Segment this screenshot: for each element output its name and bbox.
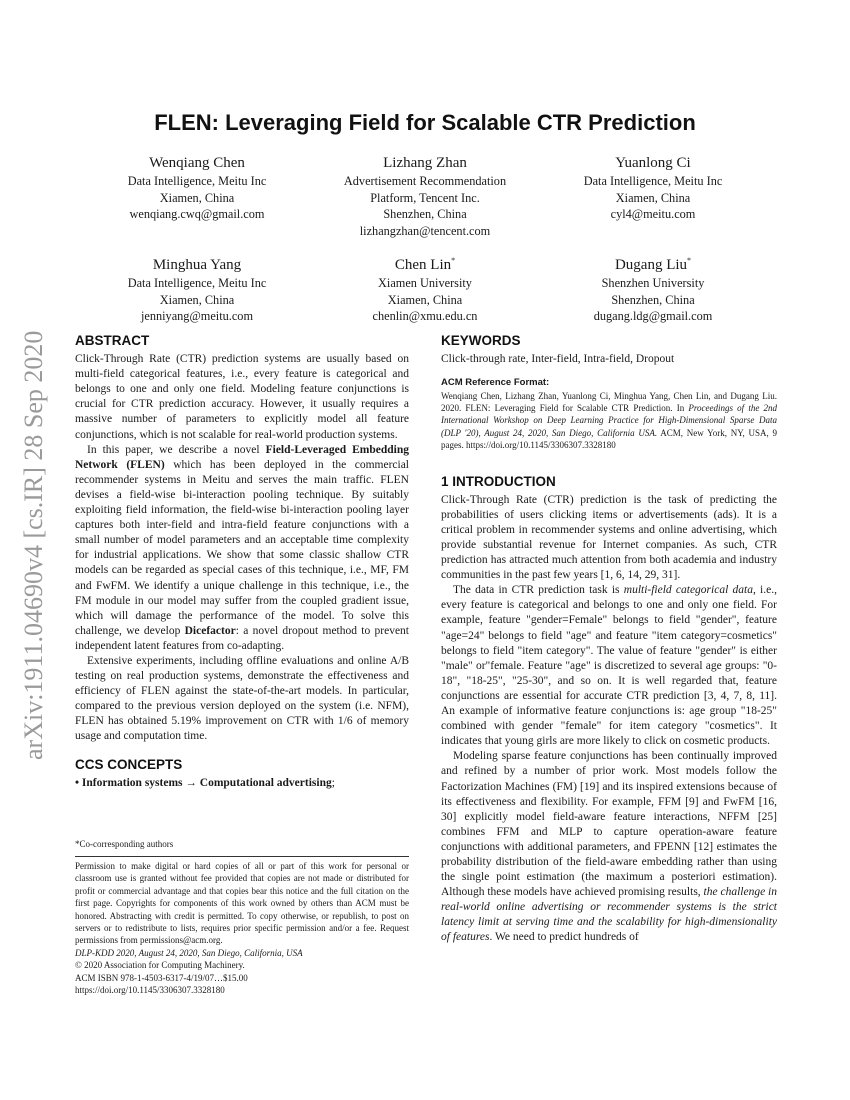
abstract-paragraph: In this paper, we describe a novel Field-Leveraged Embedding Network (FLEN) which has been deployed in the commercial recommender systems in Meitu and serves the main traffic. FLEN devises a field-wise bi-interaction pooling technique. By suitably exploiting field information, the field-wise bi-interaction pooling layer captures both inter-field and intra-field feature conjunctions with a small number of model parameters and an acceptable time complexity for industrial applications. We show that some classic shallow CTR models can be regarded as special cases of this technique, i.e., MF, FM and FwFM. We identify a unique challenge in this technique, i.e., the FM module in our model may suffer from the coupled gradient issue, which will damage the performance of the model. To solve this challenge, we develop Dicefactor: a novel dropout method to prevent independent latent features from co-adapting. — [75, 443, 409, 652]
acm-reference-heading: ACM Reference Format: — [441, 377, 550, 389]
author-email: cyl4@meitu.com — [610, 207, 696, 222]
author-mark: * — [451, 256, 456, 265]
footnote-rule — [75, 856, 409, 857]
author-email: wenqiang.cwq@gmail.com — [129, 207, 265, 222]
author-affiliation: Data Intelligence, Meitu Inc — [583, 174, 723, 188]
author-location: Xiamen, China — [387, 292, 463, 307]
author-location: Xiamen, China — [159, 190, 235, 205]
author-block — [546, 153, 760, 223]
author-location: Shenzhen, China — [383, 207, 467, 222]
ccs-heading: CCS CONCEPTS — [75, 756, 183, 772]
intro-paragraph: Modeling sparse feature conjunctions has been continually improved and refined by a number of prior work. Most models follow the Factorization Machines (FM) [19] and its inspired extensions because of its effectiveness and flexibility. For example, FFM [9] and FwFM [16, 30] explicitly model field-aware feature interactions, NFFM [25] combines FFM and MLP to capture operation-aware feature conjunctions with additional parameters, and FPENN [12] estimates the probability distribution of the field-aware embedding rather than using the single point estimation (the maximum a posteriori estimation). Although these models have achieved promising results, the challenge in real-world online advertising or recommender systems is the strict latency limit at serving time and the scalability for high-dimensionality of features. We need to predict hundreds of — [441, 750, 777, 944]
author-email: chenlin@xmu.edu.cn — [372, 309, 478, 324]
abstract-heading: ABSTRACT — [75, 333, 150, 348]
ccs-concepts: • Information systems → Computational advertising; — [75, 776, 335, 789]
author-email: jenniyang@meitu.com — [140, 309, 254, 324]
left-column — [75, 333, 409, 791]
author-mark: * — [687, 256, 692, 265]
author-affiliation: Data Intelligence, Meitu Inc — [127, 276, 267, 290]
corresponding-footnote: *Co-corresponding authors — [75, 839, 174, 849]
author-affiliation: Shenzhen University — [601, 276, 705, 290]
author-affiliation: Platform, Tencent Inc. — [370, 190, 480, 205]
author-block — [546, 251, 760, 325]
copyright-line: © 2020 Association for Computing Machinery. — [75, 960, 245, 971]
doi-line: https://doi.org/10.1145/3306307.3328180 — [75, 985, 225, 996]
author-name: Minghua Yang — [152, 257, 242, 273]
author-block — [318, 251, 532, 325]
author-affiliation: Data Intelligence, Meitu Inc — [127, 174, 267, 188]
acm-reference-text: Wenqiang Chen, Lizhang Zhan, Yuanlong Ci, Minghua Yang, Chen Lin, and Dugang Liu. 2020. FLEN: Leveraging Field for Scalable CTR Prediction. In Proceedings of the 2nd International Workshop on Deep Learning Practice for High-Dimensional Sparse Data (DLP '20), August 24, 2020, San Diego, California USA. ACM, New York, NY, USA, 9 pages. https://doi.org/10.1145/3306307.3328180 — [441, 390, 777, 451]
author-name: Lizhang Zhan — [383, 155, 467, 171]
keywords-heading: KEYWORDS — [441, 333, 521, 348]
permission-block — [75, 860, 409, 996]
footnote-area — [75, 838, 409, 850]
venue-line: DLP-KDD 2020, August 24, 2020, San Diego, California, USA — [75, 947, 303, 958]
author-affiliation: Xiamen University — [378, 276, 472, 290]
author-location: Xiamen, China — [615, 190, 691, 205]
author-affiliation: Advertisement Recommendation — [343, 174, 507, 188]
author-location: Xiamen, China — [159, 292, 235, 307]
author-block — [90, 153, 304, 223]
keywords-text: Click-through rate, Inter-field, Intra-field, Dropout — [441, 353, 675, 366]
author-email: lizhangzhan@tencent.com — [359, 223, 491, 238]
intro-paragraph: Click-Through Rate (CTR) prediction is the task of predicting the probabilities of users clicking items or advertisements (ads). It is a critical problem in recommender systems and online advertising, which provide substantial revenue for Internet companies. As such, CTR prediction has attracted much attention from both academia and industry communities in the past few years [1, 6, 14, 29, 31]. — [441, 493, 777, 582]
author-location: Shenzhen, China — [611, 292, 695, 307]
abstract-paragraph: Click-Through Rate (CTR) prediction systems are usually based on multi-field categorical features, i.e., every feature is categorical and belongs to one and only one field. Modeling feature conjunctions is crucial for CTR prediction accuracy. However, it usually requires a massive number of parameters to explicitly model all feature conjunctions, which is not scalable for real-world production systems. — [75, 353, 409, 441]
author-block — [90, 251, 304, 325]
author-name: Dugang Liu — [614, 257, 688, 273]
arxiv-stamp: arXiv:1911.04690v4 [cs.IR] 28 Sep 2020 — [19, 330, 48, 760]
acm-reference — [441, 377, 777, 451]
author-email: dugang.ldg@gmail.com — [593, 309, 713, 324]
abstract-paragraph: Extensive experiments, including offline evaluations and online A/B testing on real production systems, demonstrate the effectiveness and efficiency of FLEN against the state-of-the-art models. In particular, compared to the previous version deployed on the system (i.e. NFM), FLEN has obtained 5.19% improvement on CTR with 1/6 of memory usage and computation time. — [75, 654, 409, 743]
right-column — [441, 333, 777, 946]
isbn-line: ACM ISBN 978-1-4503-6317-4/19/07…$15.00 — [75, 972, 248, 983]
introduction-heading: 1 INTRODUCTION — [441, 473, 556, 489]
paper-title: FLEN: Leveraging Field for Scalable CTR Prediction — [154, 110, 696, 135]
permission-text: Permission to make digital or hard copies of all or part of this work for personal or classroom use is granted without fee provided that copies are not made or distributed for profit or commercial advantage and that copies bear this notice and the full citation on the first page. Copyrights for components of this work owned by others than ACM must be honored. Abstracting with credit is permitted. To copy otherwise, or republish, to post on servers or to redistribute to lists, requires prior specific permission and/or a fee. Request permissions from permissions@acm.org. — [75, 861, 409, 946]
author-name: Wenqiang Chen — [149, 155, 245, 171]
intro-paragraph: The data in CTR prediction task is multi-field categorical data, i.e., every feature is categorical and belongs to one and only one field. For example, feature "gender=Female" belongs to field "gender", feature "age=24" belongs to field "age" and feature "item category=cosmetics" belongs to field "item category". The value of feature "gender" is either "male" or"female. Feature "age" is discretized to several age groups: "0-18", "18-25", "25-30", and so on. It is well regarded that, feature conjunctions are essential for accurate CTR prediction [3, 4, 7, 8, 11]. An example of informative feature conjunctions is: age group "18-25" combined with gender "female" for item category "cosmetics". It indicates that young girls are more likely to click on cosmetic products. — [441, 584, 777, 748]
author-block — [318, 153, 532, 239]
author-name: Yuanlong Ci — [615, 155, 691, 171]
author-name: Chen Lin — [394, 257, 452, 273]
